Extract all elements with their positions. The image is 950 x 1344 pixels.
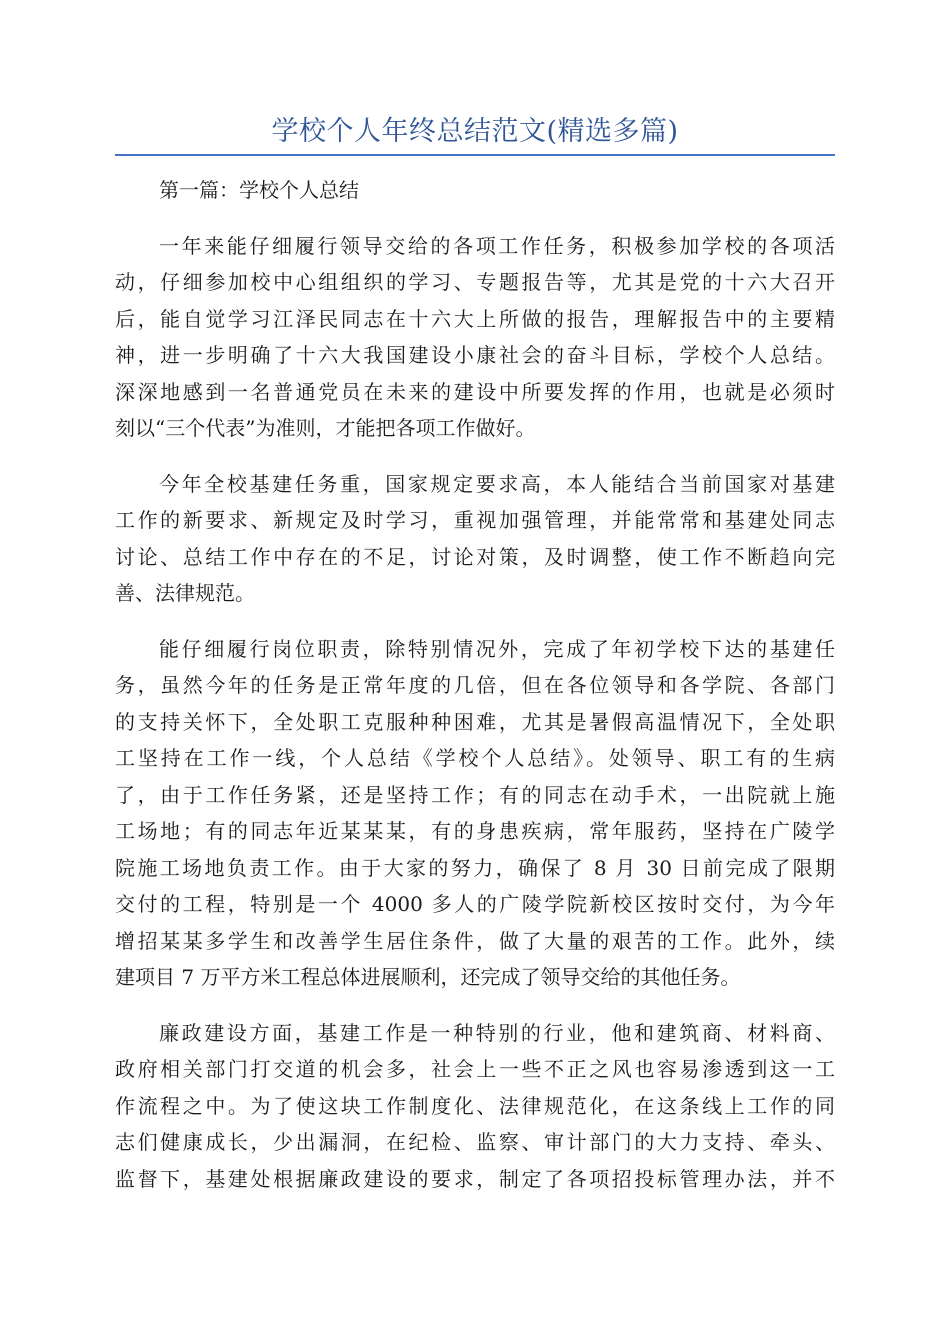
paragraph-line: 廉政建设方面，基建工作是一种特别的行业，他和建筑商、材料商、 — [159, 1020, 835, 1045]
paragraph-line: 作流程之中。为了使这块工作制度化、法律规范化，在这条线上工作的同 — [115, 1093, 835, 1118]
paragraph-line: 工场地；有的同志年近某某某，有的身患疾病，常年服药，坚持在广陵学 — [115, 819, 835, 843]
paragraph-line: 交付的工程，特别是一个 4000 多人的广陵学院新校区按时交付，为今年 — [115, 892, 835, 916]
paragraph-3 — [115, 631, 835, 996]
paragraph-2 — [115, 466, 835, 612]
paragraph-line: 了，由于工作任务紧，还是坚持工作；有的同志在动手术，一出院就上施 — [115, 782, 835, 807]
paragraph-line: 能仔细履行岗位职责，除特别情况外，完成了年初学校下达的基建任 — [159, 636, 835, 661]
title-underline — [115, 154, 835, 156]
paragraph-line: 工作的新要求、新规定及时学习，重视加强管理，并能常常和基建处同志 — [115, 508, 835, 532]
paragraph-line: 善、法律规范。 — [115, 581, 255, 605]
section-heading: 第一篇：学校个人总结 — [159, 178, 359, 202]
paragraph-line: 政府相关部门打交道的机会多，社会上一些不正之风也容易渗透到这一工 — [115, 1057, 835, 1081]
paragraph-line: 志们健康成长，少出漏洞，在纪检、监察、审计部门的大力支持、牵头、 — [115, 1130, 835, 1154]
paragraph-line: 一年来能仔细履行领导交给的各项工作任务，积极参加学校的各项活 — [159, 233, 835, 258]
paragraph-4 — [115, 1015, 835, 1198]
paragraph-line: 今年全校基建任务重，国家规定要求高，本人能结合当前国家对基建 — [159, 471, 835, 496]
paragraph-line: 院施工场地负责工作。由于大家的努力，确保了 8 月 30 日前完成了限期 — [115, 855, 835, 880]
paragraph-line: 务，虽然今年的任务是正常年度的几倍，但在各位领导和各学院、各部门 — [115, 673, 835, 697]
paragraph-line: 刻以“三个代表”为准则，才能把各项工作做好。 — [115, 416, 536, 440]
document-title: 学校个人年终总结范文(精选多篇) — [271, 116, 679, 147]
paragraph-line: 动，仔细参加校中心组组织的学习、专题报告等，尤其是党的十六大召开 — [115, 270, 835, 294]
paragraph-line: 建项目 7 万平方米工程总体进展顺利，还完成了领导交给的其他任务。 — [115, 965, 741, 989]
paragraph-line: 深深地感到一名普通党员在未来的建设中所要发挥的作用，也就是必须时 — [115, 379, 835, 404]
document-body — [115, 172, 835, 1216]
paragraph-line: 增招某某多学生和改善学生居住条件，做了大量的艰苦的工作。此外，续 — [115, 928, 835, 953]
paragraph-line: 监督下，基建处根据廉政建设的要求，制定了各项招投标管理办法，并不 — [115, 1166, 835, 1191]
section-heading-paragraph — [115, 172, 835, 209]
paragraph-line: 的支持关怀下，全处职工克服种种困难，尤其是暑假高温情况下，全处职 — [115, 709, 835, 734]
paragraph-line: 神，进一步明确了十六大我国建设小康社会的奋斗目标，学校个人总结。 — [115, 343, 835, 367]
paragraph-line: 后，能自觉学习江泽民同志在十六大上所做的报告，理解报告中的主要精 — [115, 306, 835, 331]
paragraph-1 — [115, 228, 835, 447]
paragraph-line: 讨论、总结工作中存在的不足，讨论对策，及时调整，使工作不断趋向完 — [115, 544, 835, 569]
paragraph-line: 工坚持在工作一线，个人总结《学校个人总结》。处领导、职工有的生病 — [115, 746, 835, 770]
